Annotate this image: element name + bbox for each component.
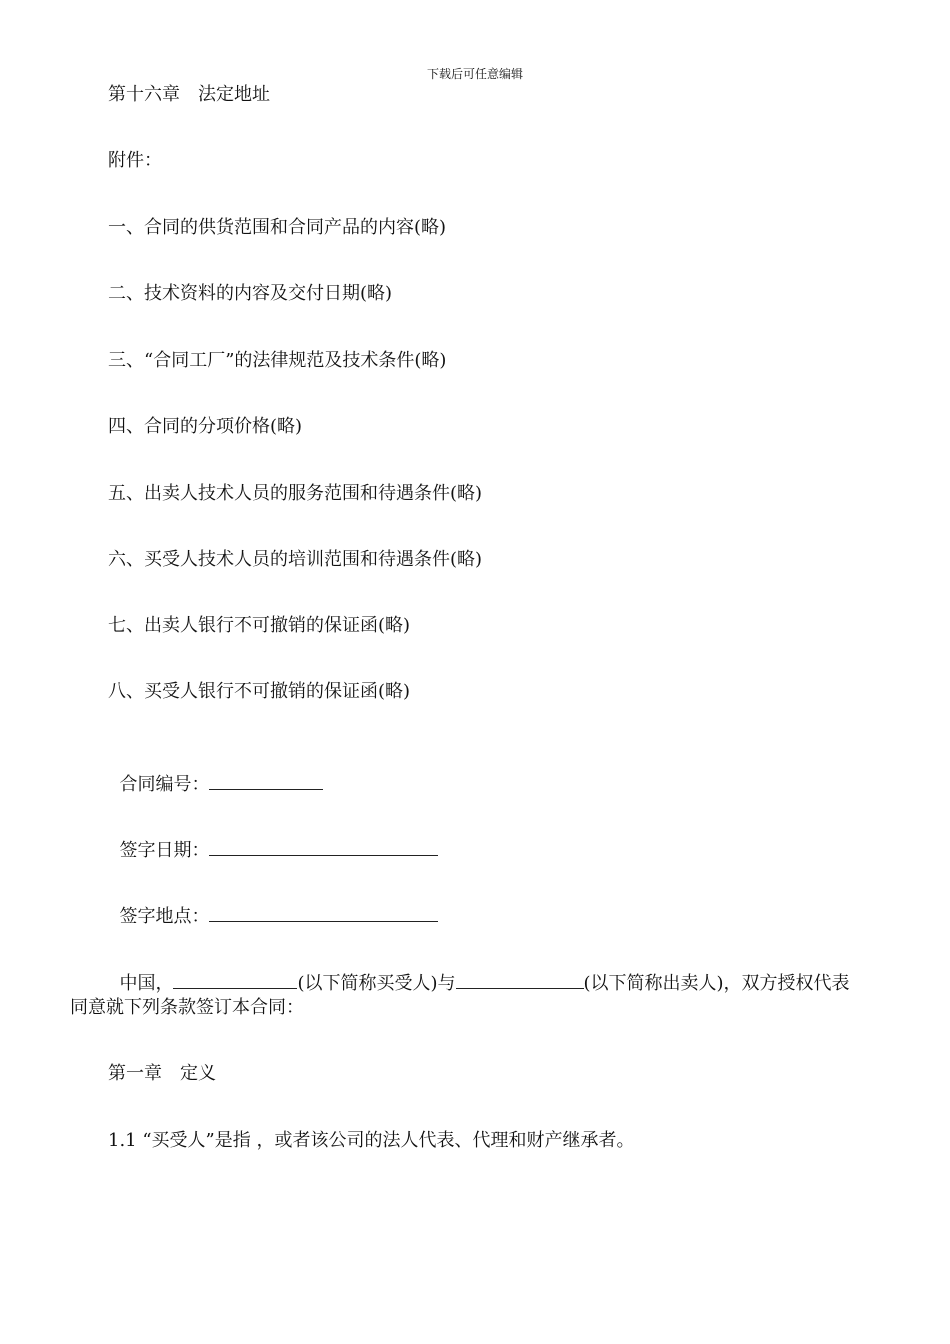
sign-place-row — [108, 879, 438, 929]
contract-number-label: 合同编号： — [119, 774, 210, 795]
intro-prefix: 中国， — [119, 973, 174, 994]
buyer-name-blank[interactable] — [173, 970, 297, 989]
header-note: 下载后可任意编辑 — [426, 67, 523, 81]
sign-date-blank[interactable] — [209, 837, 438, 856]
attachments-title: 附件： — [108, 150, 162, 171]
sign-date-label: 签字日期： — [119, 840, 210, 861]
clause-1-1: 1.1 “买受人”是指 ，或者该公司的法人代表、代理和财产继承者。 — [108, 1130, 635, 1151]
chapter-16-heading: 第十六章 法定地址 — [108, 84, 270, 105]
attachment-item: 三、“合同工厂”的法律规范及技术条件(略) — [108, 350, 447, 371]
attachment-item: 二、技术资料的内容及交付日期(略) — [108, 283, 393, 304]
sign-date-row — [108, 813, 438, 863]
attachment-item: 六、买受人技术人员的培训范围和待遇条件(略) — [108, 549, 483, 570]
intro-middle-2: (以下简称出卖人)，双方授权代表 — [583, 973, 850, 994]
intro-paragraph-line-1 — [108, 946, 850, 996]
contract-number-blank[interactable] — [209, 771, 323, 790]
chapter-1-heading: 第一章 定义 — [108, 1063, 216, 1084]
attachment-item: 八、买受人银行不可撤销的保证函(略) — [108, 681, 411, 702]
intro-paragraph-line-2: 同意就下列条款签订本合同： — [70, 997, 304, 1018]
sign-place-label: 签字地点： — [119, 906, 210, 927]
attachment-item: 七、出卖人银行不可撤销的保证函(略) — [108, 615, 411, 636]
seller-name-blank[interactable] — [456, 970, 584, 989]
attachment-item: 五、出卖人技术人员的服务范围和待遇条件(略) — [108, 483, 483, 504]
attachment-item: 四、合同的分项价格(略) — [108, 416, 303, 437]
attachment-item: 一、合同的供货范围和合同产品的内容(略) — [108, 217, 447, 238]
sign-place-blank[interactable] — [209, 903, 438, 922]
contract-number-row — [108, 747, 323, 797]
intro-middle-1: (以下简称买受人)与 — [297, 973, 456, 994]
